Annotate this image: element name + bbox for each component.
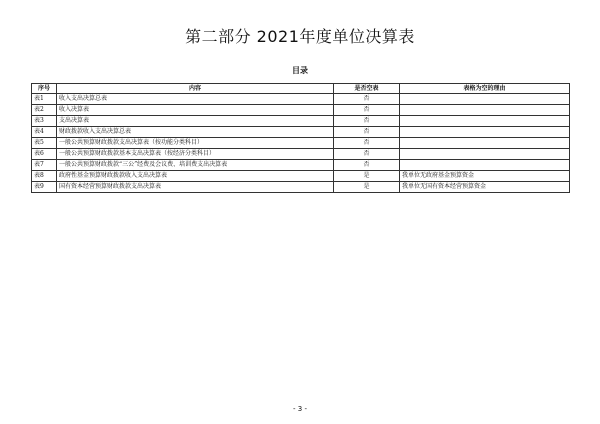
row-content: 收入决算表 — [57, 105, 334, 116]
row-content: 政府性基金预算财政拨款收入支出决算表 — [57, 171, 334, 182]
table-row — [32, 160, 570, 171]
table-row — [32, 149, 570, 160]
row-no: 表7 — [32, 160, 57, 171]
row-content: 国有资本经营预算财政拨款支出决算表 — [57, 182, 334, 193]
table-row — [32, 94, 570, 105]
row-content: 一般公共预算财政拨款“三公”经费及会议费、培训费支出决算表 — [57, 160, 334, 171]
row-is-empty: 否 — [334, 116, 400, 127]
header-content: 内容 — [57, 84, 334, 94]
table-row — [32, 116, 570, 127]
row-no: 表9 — [32, 182, 57, 193]
row-is-empty: 否 — [334, 138, 400, 149]
row-is-empty: 是 — [334, 182, 400, 193]
header-reason: 表格为空的理由 — [400, 84, 570, 94]
row-is-empty: 否 — [334, 94, 400, 105]
row-reason: 我单位无政府基金预算资金 — [400, 171, 570, 182]
row-is-empty: 否 — [334, 149, 400, 160]
row-content: 支出决算表 — [57, 116, 334, 127]
page-number: - 3 - — [293, 405, 307, 413]
table-row — [32, 105, 570, 116]
row-no: 表2 — [32, 105, 57, 116]
row-no: 表3 — [32, 116, 57, 127]
row-content: 收入支出决算总表 — [57, 94, 334, 105]
row-is-empty: 否 — [334, 105, 400, 116]
row-reason — [400, 105, 570, 116]
table-row — [32, 127, 570, 138]
row-no: 表5 — [32, 138, 57, 149]
row-content: 财政拨款收入支出决算总表 — [57, 127, 334, 138]
table-row — [32, 171, 570, 182]
row-reason — [400, 138, 570, 149]
table-row — [32, 182, 570, 193]
row-reason — [400, 127, 570, 138]
row-reason — [400, 94, 570, 105]
row-no: 表4 — [32, 127, 57, 138]
page-title: 第二部分 2021年度单位决算表 — [185, 27, 415, 46]
table-of-contents-heading: 目录 — [292, 66, 308, 75]
row-reason — [400, 149, 570, 160]
header-is-empty: 是否空表 — [334, 84, 400, 94]
row-content: 一般公共预算财政拨款支出决算表（按功能分类科目） — [57, 138, 334, 149]
row-reason — [400, 160, 570, 171]
table-of-contents — [31, 83, 570, 193]
row-reason: 我单位无国有资本经营预算资金 — [400, 182, 570, 193]
row-no: 表6 — [32, 149, 57, 160]
header-no: 序号 — [32, 84, 57, 94]
row-is-empty: 否 — [334, 160, 400, 171]
row-is-empty: 是 — [334, 171, 400, 182]
table-header-row — [32, 84, 570, 94]
row-no: 表8 — [32, 171, 57, 182]
table-row — [32, 138, 570, 149]
row-is-empty: 否 — [334, 127, 400, 138]
row-reason — [400, 116, 570, 127]
row-no: 表1 — [32, 94, 57, 105]
row-content: 一般公共预算财政拨款基本支出决算表（按经济分类科目） — [57, 149, 334, 160]
